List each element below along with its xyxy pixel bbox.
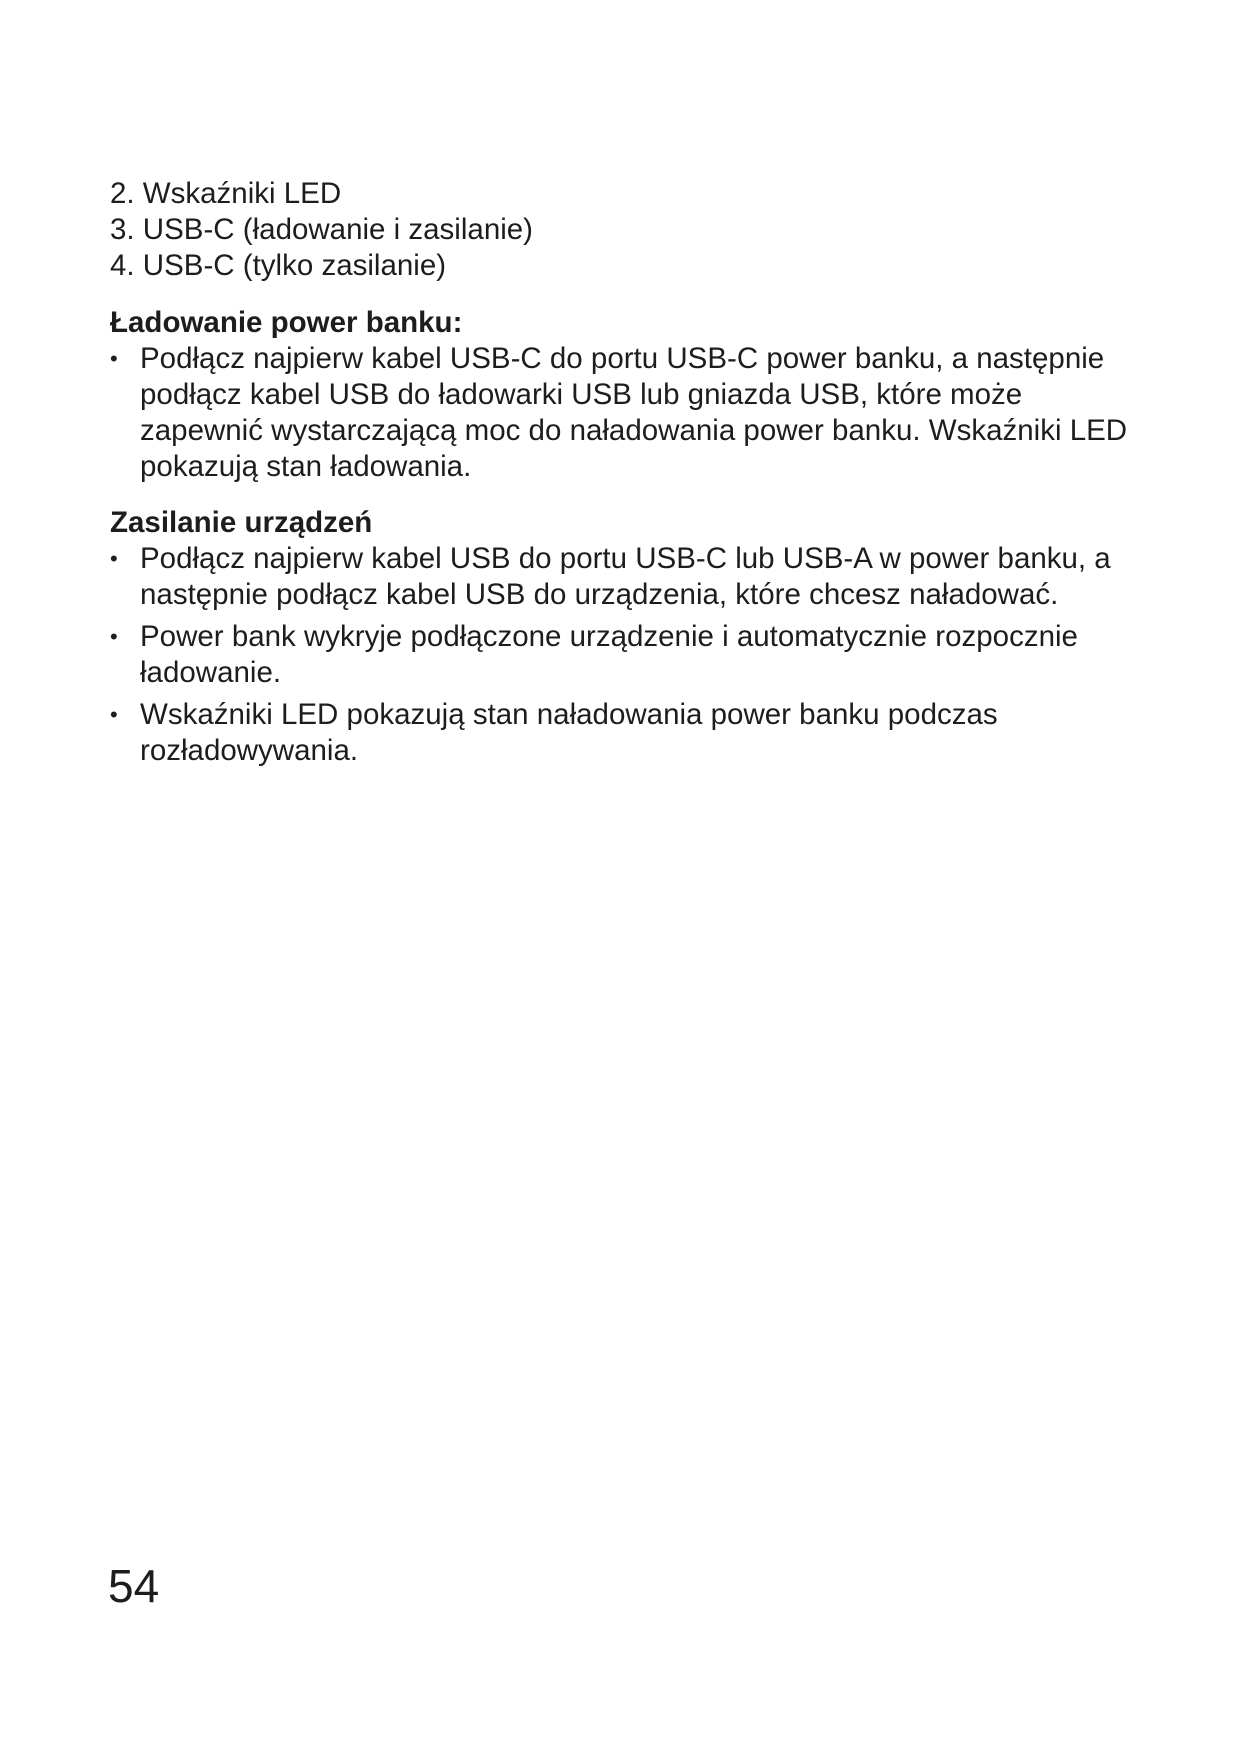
powering-instruction-text: Wskaźniki LED pokazują stan naładowania power banku podczas rozładowywania. xyxy=(140,698,998,767)
charging-instruction-item xyxy=(110,341,1130,485)
powering-instructions-list xyxy=(110,541,1130,769)
powering-instruction-text: Podłącz najpierw kabel USB do portu USB-C lub USB-A w power banku, a następnie podłącz kabel USB do urządzenia, które chcesz naładować. xyxy=(140,542,1111,611)
bullet-icon: • xyxy=(110,702,118,727)
parts-list-item: 3. USB-C (ładowanie i zasilanie) xyxy=(110,213,534,246)
charging-instruction-text: Podłącz najpierw kabel USB-C do portu USB-C power banku, a następnie podłącz kabel USB do ładowarki USB lub gniazda USB, które może zapewnić wystarczającą moc do naładowania power banku. Wskaźniki LED pokazują stan ładowania. xyxy=(140,342,1128,483)
parts-list xyxy=(110,176,1130,284)
powering-instruction-item xyxy=(110,619,1130,691)
document-page xyxy=(110,176,1130,769)
page-number: 54 xyxy=(108,1560,160,1612)
parts-list-item: 2. Wskaźniki LED xyxy=(110,177,342,210)
bullet-icon: • xyxy=(110,346,118,371)
charging-section-heading: Ładowanie power banku: xyxy=(110,306,463,339)
parts-list-item: 4. USB-C (tylko zasilanie) xyxy=(110,249,447,282)
bullet-icon: • xyxy=(110,546,118,571)
bullet-icon: • xyxy=(110,624,118,649)
powering-instruction-item xyxy=(110,697,1130,769)
charging-instructions-list xyxy=(110,341,1130,485)
powering-instruction-item xyxy=(110,541,1130,613)
powering-section-heading: Zasilanie urządzeń xyxy=(110,506,373,539)
powering-instruction-text: Power bank wykryje podłączone urządzenie i automatycznie rozpocznie ładowanie. xyxy=(140,620,1078,689)
